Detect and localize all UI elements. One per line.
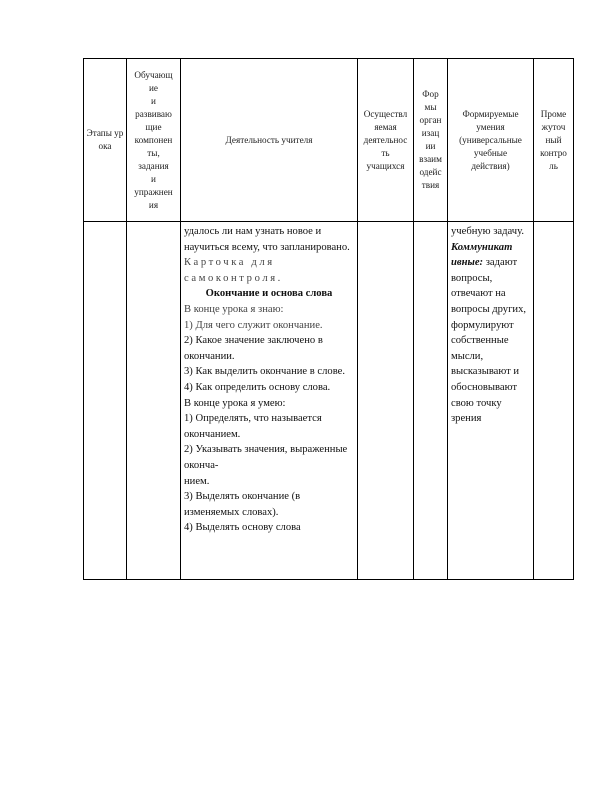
header-skills: Формируемые умения (универсальные учебные действия) [448, 59, 534, 222]
header-components: Обучающ ие и развиваю щие компонен ты, задания и упражнен ия [127, 59, 181, 222]
header-student-activity: Осуществл яемая деятельнос ть учащихся [358, 59, 414, 222]
control-cell [534, 222, 574, 580]
know-item: 2) Какое значение заключено в окончании. [184, 335, 323, 362]
header-teacher-activity: Деятельность учителя [181, 59, 358, 222]
can-item: 3) Выделять окончание (в изменяемых словах). [184, 491, 301, 518]
header-interaction-forms: Фор мы орган изац ии взаим одейс твия [414, 59, 448, 222]
know-item: 1) Для чего служит окончание. [184, 319, 323, 331]
can-item: нием. [184, 475, 210, 487]
teacher-intro: удалось ли нам узнать новое и научиться всему, что запланировано. [184, 226, 350, 253]
know-item: 3) Как выделить окончание в слове. [184, 366, 345, 378]
can-label: В конце урока я умею: [184, 397, 286, 409]
know-label: В конце урока я знаю: [184, 303, 284, 315]
card-heading: Окончание и основа слова [205, 288, 333, 300]
header-row [84, 59, 574, 222]
student-activity-cell [358, 222, 414, 580]
comm-text: задают вопросы, отвечают на вопросы других, формулируют собственные мысли, высказывают и обосновывают свою точку зрения [451, 257, 527, 425]
interaction-forms-cell [414, 222, 448, 580]
card-title: Карточка для самоконтроля. [184, 257, 283, 284]
lesson-table [83, 58, 574, 580]
header-control: Проме жуточ ный контро ль [534, 59, 574, 222]
comm-label: Коммуникат ивные: [451, 241, 513, 269]
components-cell [127, 222, 181, 580]
can-item: 4) Выделять основу слова [184, 522, 301, 534]
teacher-activity-cell [181, 222, 358, 580]
can-item: 2) Указывать значения, выраженные оконча- [184, 444, 348, 471]
skills-cell [448, 222, 534, 580]
content-row [84, 222, 574, 580]
stage-cell [84, 222, 127, 580]
header-stages: Этапы урока [84, 59, 127, 222]
know-item: 4) Как определить основу слова. [184, 381, 331, 393]
skills-top: учебную задачу. [451, 226, 525, 237]
can-item: 1) Определять, что называется окончанием. [184, 413, 322, 440]
